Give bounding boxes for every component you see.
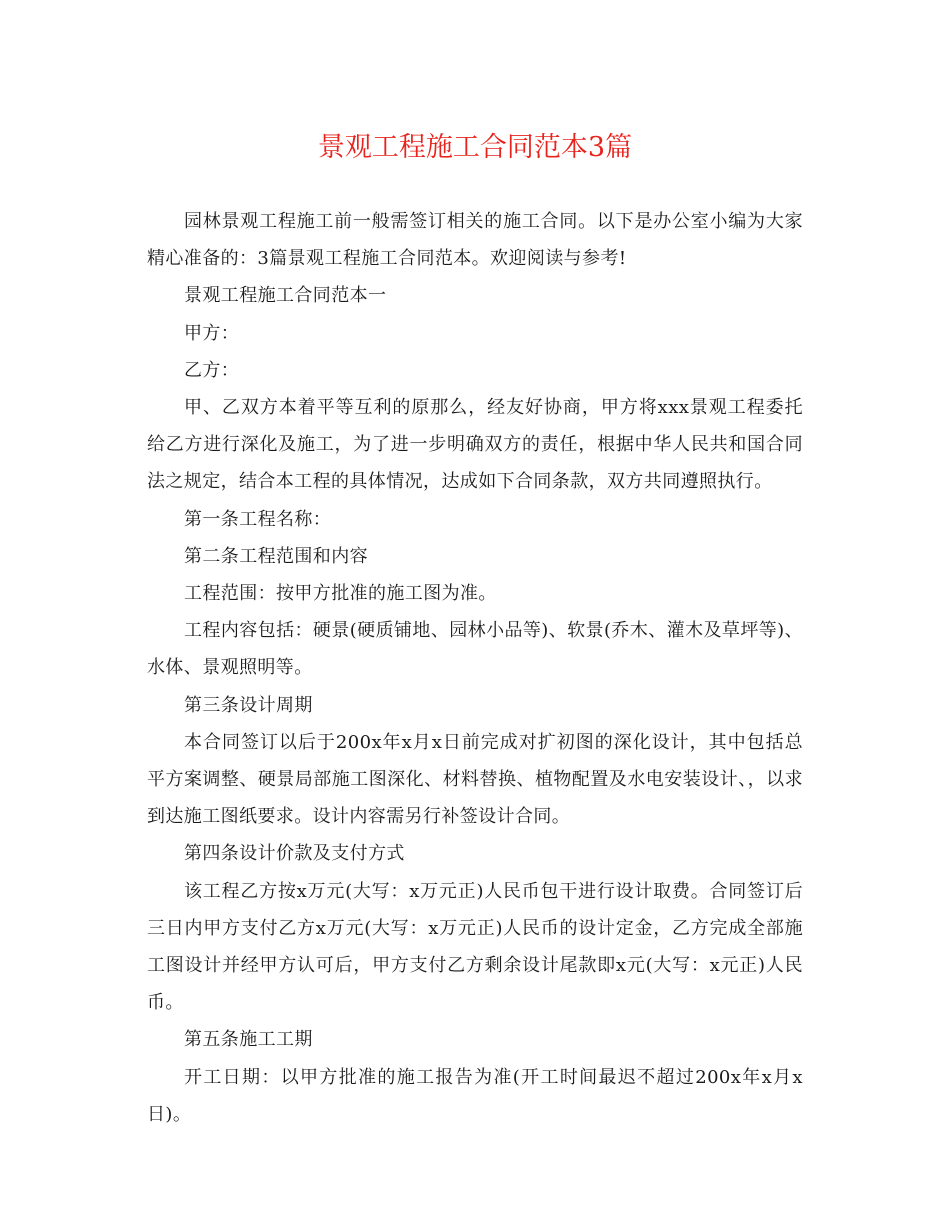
- payment-paragraph: 该工程乙方按x万元(大写：x万元正)人民币包干进行设计取费。合同签订后三日内甲方支付乙方x万元(大写：x万元正)人民币的设计定金，乙方完成全部施工图设计并经甲方认可后，甲方支付乙方剩余设计尾款即x元(大写：x元正)人民币。: [147, 880, 803, 1014]
- party-a-line: 甲方：: [184, 322, 240, 344]
- article-2-heading: 第二条工程范围和内容: [184, 545, 368, 567]
- start-date-paragraph: 开工日期：以甲方批准的施工报告为准(开工时间最迟不超过200x年x月x日)。: [147, 1066, 803, 1125]
- article-3-heading: 第三条设计周期: [184, 694, 313, 716]
- design-period-paragraph: 本合同签订以后于200x年x月x日前完成对扩初图的深化设计，其中包括总平方案调整、硬景局部施工图深化、材料替换、植物配置及水电安装设计、，以求到达施工图纸要求。设计内容需另行补签设计合同。: [147, 731, 803, 828]
- intro-paragraph: 园林景观工程施工前一般需签订相关的施工合同。以下是办公室小编为大家精心准备的：3篇景观工程施工合同范本。欢迎阅读与参考!: [147, 211, 803, 270]
- party-b-line: 乙方：: [184, 359, 240, 381]
- document-title: 景观工程施工合同范本3篇: [317, 132, 633, 163]
- preamble-paragraph: 甲、乙双方本着平等互利的原那么，经友好协商，甲方将xxx景观工程委托给乙方进行深化及施工，为了进一步明确双方的责任，根据中华人民共和国合同法之规定，结合本工程的具体情况，达成如下合同条款，双方共同遵照执行。: [147, 397, 803, 493]
- scope-paragraph: 工程范围：按甲方批准的施工图为准。: [184, 583, 497, 605]
- article-4-heading: 第四条设计价款及支付方式: [184, 843, 405, 865]
- content-paragraph: 工程内容包括：硬景(硬质铺地、园林小品等)、软景(乔木、灌木及草坪等)、水体、景观照明等。: [147, 620, 803, 679]
- article-1-heading: 第一条工程名称：: [184, 508, 332, 530]
- section-heading-contract-one: 景观工程施工合同范本一: [184, 285, 387, 307]
- document-body: [147, 203, 803, 1133]
- article-5-heading: 第五条施工工期: [184, 1029, 313, 1051]
